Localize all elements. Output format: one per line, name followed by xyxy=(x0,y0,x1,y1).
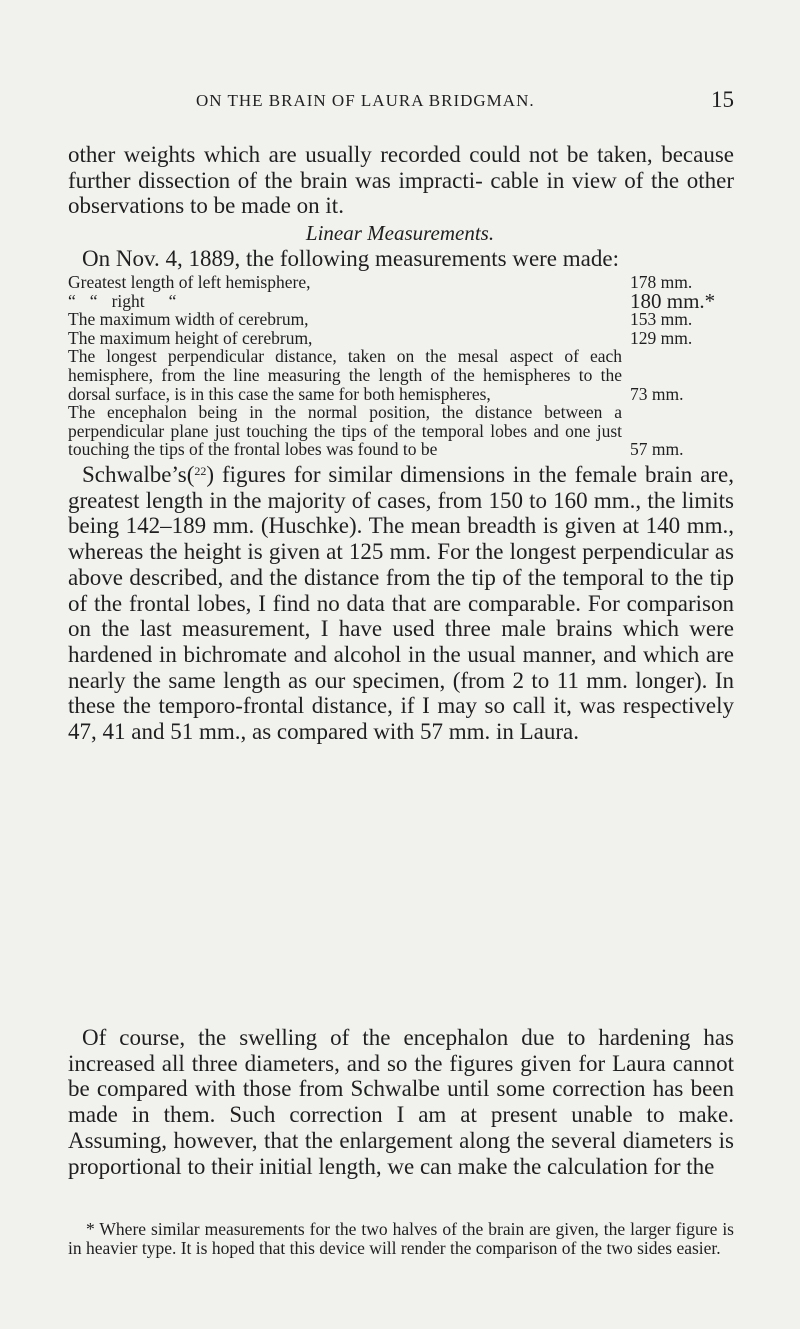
measurement-label xyxy=(68,291,190,311)
paragraph-schwalbe xyxy=(68,462,734,745)
measurement-value: 129 mm. xyxy=(630,327,693,348)
measurement-row xyxy=(68,347,734,403)
measurement-label: The maximum height of cerebrum, xyxy=(68,327,313,348)
paragraph-course-text: Of course, the swelling of the encephalon due to hardening has increased all three diameters, and so the figures given for Laura cannot be compared with those from Schwalbe until some correction has been made in them. Such correction I am at present unable to make. Assuming, however, that the enlargement along the several diameters is proportional to their initial length, we can make the calculation for the xyxy=(68,1025,734,1179)
measurement-row xyxy=(68,403,734,459)
page-number: 15 xyxy=(711,87,734,112)
measurement-label-word: right xyxy=(111,290,145,311)
ditto-mark: “ xyxy=(68,290,76,311)
measurement-row xyxy=(68,329,734,348)
ditto-mark: “ xyxy=(89,290,98,311)
section-heading: Linear Measurements. xyxy=(305,221,495,245)
measurement-label: The encephalon being in the normal position, the distance between a perpendicular plane just touching the tips of the temporal lobes and one just touching the tips of the frontal lobes was found to be xyxy=(68,402,622,460)
running-head xyxy=(68,87,734,115)
text-run: ) figures for similar dimensions in the female brain are, greatest length in the majority of cases, from 150 to 160 mm., the limits being 142–189 mm. (Huschke). The mean breadth is given at 140 mm., whereas the height is given at 125 mm. For the longest perpendicular as above described, and the distance from the tip of the temporal to the tip of the frontal lobes, I find no data that are comparable. For comparison on the last measurement, I have used three male brains which were hardened in bichromate and alcohol in the usual manner, and which are nearly the same length as our specimen, (from 2 to 11 mm. longer). In these the temporo-frontal distance, if I may so call it, was respectively 47, 41 and 51 mm., as compared with 57 mm. in Laura. xyxy=(68,462,734,745)
reference-number: 22 xyxy=(194,464,207,478)
measurement-label: The maximum width of cerebrum, xyxy=(68,309,309,330)
paragraph-course xyxy=(68,1025,734,1179)
paragraph-intro-text: On Nov. 4, 1889, the following measurements were made: xyxy=(82,246,619,271)
measurement-label: Greatest length of left hemisphere, xyxy=(68,272,311,292)
running-title: ON THE BRAIN OF LAURA BRIDGMAN. xyxy=(196,91,535,110)
paragraph-intro xyxy=(68,246,734,272)
paragraph-opening xyxy=(68,142,734,219)
measurement-label: The longest perpendicular distance, taken on the mesal aspect of each hemisphere, from the line measuring the length of the hemispheres to the dorsal surface, is in this case the same for both hemispheres, xyxy=(68,346,622,404)
paragraph-schwalbe-text xyxy=(68,462,734,745)
text-run: Schwalbe’s( xyxy=(82,462,195,487)
measurement-value: 73 mm. xyxy=(630,383,684,404)
footnote: * Where similar measurements for the two halves of the brain are given, the larger figure is in heavier type. It is hoped that this device will render the comparison of the two sides easier. xyxy=(68,1219,734,1258)
measurement-value: 180 mm.* xyxy=(630,288,716,313)
paragraph-opening-text: other weights which are usually recorded could not be taken, because further dissection of the brain was impracti- cable in view of the other observations to be made on it. xyxy=(68,142,734,219)
measurement-row xyxy=(68,310,734,329)
measurement-value: 178 mm. xyxy=(630,272,693,292)
measurements-list xyxy=(68,273,734,459)
ditto-mark: “ xyxy=(168,290,177,311)
measurement-value: 57 mm. xyxy=(630,439,684,460)
measurement-value: 153 mm. xyxy=(630,309,693,330)
measurement-row xyxy=(68,288,734,313)
